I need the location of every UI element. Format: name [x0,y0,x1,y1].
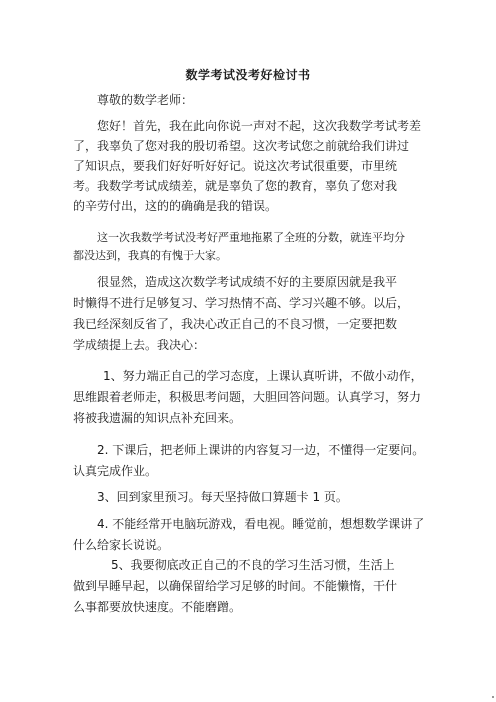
paragraph-1-line-4: 考。我数学考试成绩差，就是辜负了您的教育，辜负了您对我 [73,179,398,193]
paragraph-3-line-1: 很显然，造成这次数学考试成绩不好的主要原因就是我平 [97,275,398,289]
paragraph-7-line-2: 什么给家长说说。 [73,538,170,552]
paragraph-5-line-2: 认真完成作业。 [73,464,158,478]
paragraph-8-line-2: 做到早睡早起，以确保留给学习足够的时间。不能懒惰，干什 [73,579,398,593]
paragraph-1-line-5: 的辛劳付出，这的的确确是我的错误。 [73,199,278,213]
salutation: 尊敬的数学老师： [97,93,194,107]
paragraph-1-line-2: 了，我辜负了您对我的殷切希望。这次考试您之前就给我们讲过 [73,139,410,153]
paragraph-3-line-2: 时懒得不进行足够复习、学习热情不高、学习兴趣不够。以后， [73,296,410,310]
paragraph-4-line-2: 思维跟着老师走，积极思考问题，大胆回答问题。认真学习，努力 [73,390,422,404]
paragraph-1-line-1: 您好！首先，我在此向你说一声对不起，这次我数学考试考差 [97,119,422,133]
paragraph-4-line-1: 1、努力端正自己的学习态度，上课认真听讲，不做小动作， [103,369,423,383]
paragraph-3-line-4: 学成绩提上去。我决心： [73,338,206,352]
paragraph-7-line-1: 4. 不能经常开电脑玩游戏，看电视。睡觉前，想想数学课讲了 [97,517,425,531]
paragraph-8-line-3: 么事都要放快速度。不能磨蹭。 [73,600,242,614]
paragraph-2-line-1: 这一次我数学考试没考好严重地拖累了全班的分数，就连平均分 [97,231,405,244]
document-title: 数学考试没考好检讨书 [185,68,311,82]
paragraph-3-line-3: 我已经深刻反省了，我决心改正自己的不良习惯，一定要把数 [73,317,398,331]
paragraph-1-line-3: 了知识点，要我们好好听好好记。说这次考试很重要，市里统 [73,159,398,173]
paragraph-5-line-1: 2. 下课后，把老师上课讲的内容复习一边，不懂得一定要问。 [97,443,425,457]
paragraph-6-line-1: 3、回到家里预习。每天坚持做口算题卡 1 页。 [97,490,348,504]
paragraph-2-line-2: 都没达到，我真的有愧于大家。 [73,249,227,262]
paragraph-4-line-3: 将被我遗漏的知识点补充回来。 [73,411,242,425]
paragraph-8-line-1: 5、我要彻底改正自己的不良的学习生活习惯，生活上 [111,558,395,572]
page-corner-mark [492,696,494,698]
